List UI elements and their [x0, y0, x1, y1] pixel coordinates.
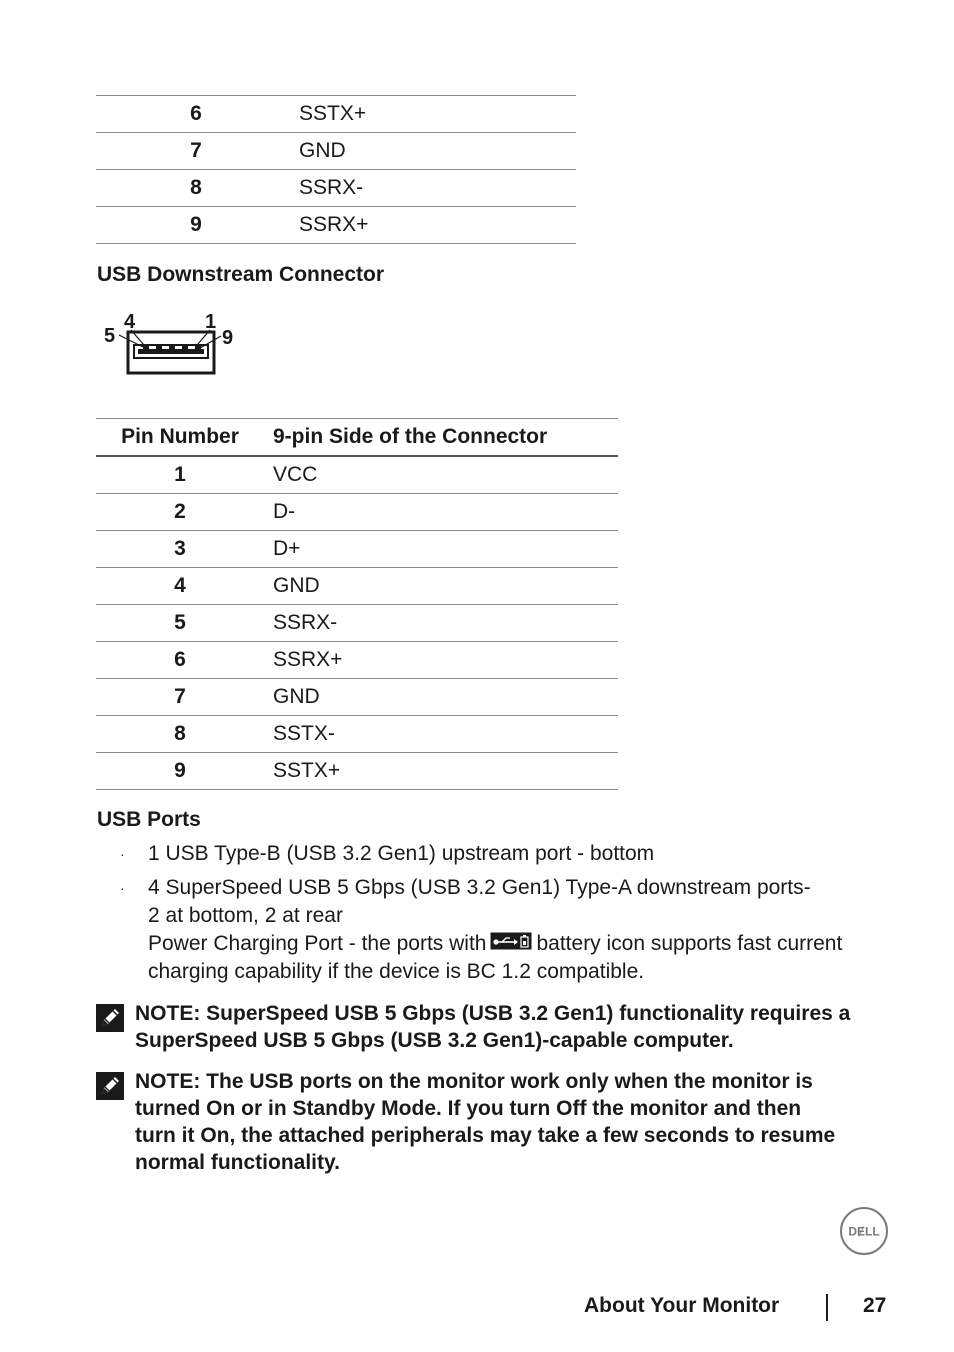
page-number: 27 — [863, 1294, 887, 1317]
pin-signal: D- — [273, 500, 296, 523]
diagram-label-4: 4 — [124, 311, 136, 333]
list-item-text: 1 USB Type-B (USB 3.2 Gen1) upstream port - bottom — [148, 842, 655, 865]
diagram-label-5: 5 — [104, 325, 116, 347]
pin-signal: SSRX- — [299, 176, 364, 199]
pin-signal: SSTX+ — [273, 759, 341, 782]
table-row — [96, 753, 618, 790]
connector-body — [119, 330, 221, 373]
table-row — [96, 96, 576, 133]
pin-number: 8 — [174, 722, 186, 745]
table-row — [96, 568, 618, 605]
pin-signal: GND — [273, 574, 320, 597]
footer-divider — [826, 1294, 828, 1321]
note-text — [135, 1000, 896, 1054]
pin-number: 4 — [174, 574, 186, 597]
note-usb-power — [96, 1068, 896, 1176]
bullet-marker: · — [120, 846, 125, 862]
note-line: SuperSpeed USB 5 Gbps (USB 3.2 Gen1)-capable computer. — [135, 1029, 734, 1052]
text-segment: battery icon supports fast current — [536, 932, 843, 955]
pin-signal: D+ — [273, 537, 301, 560]
dell-logo — [839, 1206, 889, 1256]
table-row — [96, 207, 576, 244]
table-row — [96, 716, 618, 753]
usb-downstream-connector-diagram — [100, 308, 250, 380]
pin-number: 8 — [190, 176, 202, 199]
note-line: normal functionality. — [135, 1151, 340, 1174]
table-row — [96, 605, 618, 642]
note-line: turned On or in Standby Mode. If you turn Off the monitor and then — [135, 1097, 802, 1120]
pin-signal: GND — [299, 139, 346, 162]
pin-number: 7 — [190, 139, 202, 162]
footer-section-title: About Your Monitor — [584, 1294, 780, 1317]
usb-ports-list — [120, 840, 900, 992]
pin-number: 6 — [174, 648, 186, 671]
table-header-row — [96, 419, 618, 457]
pin-number: 5 — [174, 611, 186, 634]
pin-signal: GND — [273, 685, 320, 708]
note-text — [135, 1068, 896, 1176]
pin-signal: SSRX+ — [273, 648, 343, 671]
pin-table-downstream — [96, 418, 618, 790]
pin-signal: SSTX- — [273, 722, 335, 745]
pin-number: 9 — [174, 759, 186, 782]
pin-table-upstream-continued — [96, 95, 576, 244]
table-row — [96, 170, 576, 207]
usb-battery-icon — [490, 930, 532, 958]
section-heading-downstream: USB Downstream Connector — [97, 263, 385, 286]
column-header-pin-number: Pin Number — [121, 425, 239, 448]
dell-logo-text: DɆLL — [848, 1224, 880, 1239]
list-item-text: 2 at bottom, 2 at rear — [148, 904, 343, 927]
table-row — [96, 531, 618, 568]
note-superspeed — [96, 1000, 896, 1054]
pin-signal: SSTX+ — [299, 102, 367, 125]
pin-signal: VCC — [273, 463, 318, 486]
text-segment: Power Charging Port - the ports with — [148, 932, 487, 955]
table-row — [96, 494, 618, 531]
diagram-label-1: 1 — [205, 311, 217, 333]
note-line: turn it On, the attached peripherals may take a few seconds to resume — [135, 1124, 836, 1147]
bullet-marker: · — [120, 880, 125, 896]
pin-number: 7 — [174, 685, 186, 708]
section-heading-usb-ports: USB Ports — [97, 808, 201, 831]
note-line: NOTE: SuperSpeed USB 5 Gbps (USB 3.2 Gen1) functionality requires a — [135, 1002, 851, 1025]
pin-signal: SSRX+ — [299, 213, 369, 236]
pin-number: 9 — [190, 213, 202, 236]
pin-number: 2 — [174, 500, 186, 523]
list-item — [120, 840, 900, 868]
pin-number: 1 — [174, 463, 186, 486]
column-header-connector-side: 9-pin Side of the Connector — [273, 425, 548, 448]
pin-number: 6 — [190, 102, 202, 125]
list-item — [120, 874, 900, 986]
note-line: NOTE: The USB ports on the monitor work only when the monitor is — [135, 1070, 813, 1093]
table-row — [96, 642, 618, 679]
list-item-text: 4 SuperSpeed USB 5 Gbps (USB 3.2 Gen1) Type-A downstream ports- — [148, 876, 811, 899]
table-row — [96, 133, 576, 170]
note-pencil-icon — [96, 1072, 124, 1107]
list-item-text — [148, 930, 900, 958]
note-pencil-icon — [96, 1004, 124, 1039]
table-row — [96, 679, 618, 716]
list-item-text: charging capability if the device is BC 1.2 compatible. — [148, 960, 645, 984]
pin-signal: SSRX- — [273, 611, 338, 634]
table-row — [96, 456, 618, 494]
diagram-label-9: 9 — [222, 327, 234, 349]
pin-number: 3 — [174, 537, 186, 560]
